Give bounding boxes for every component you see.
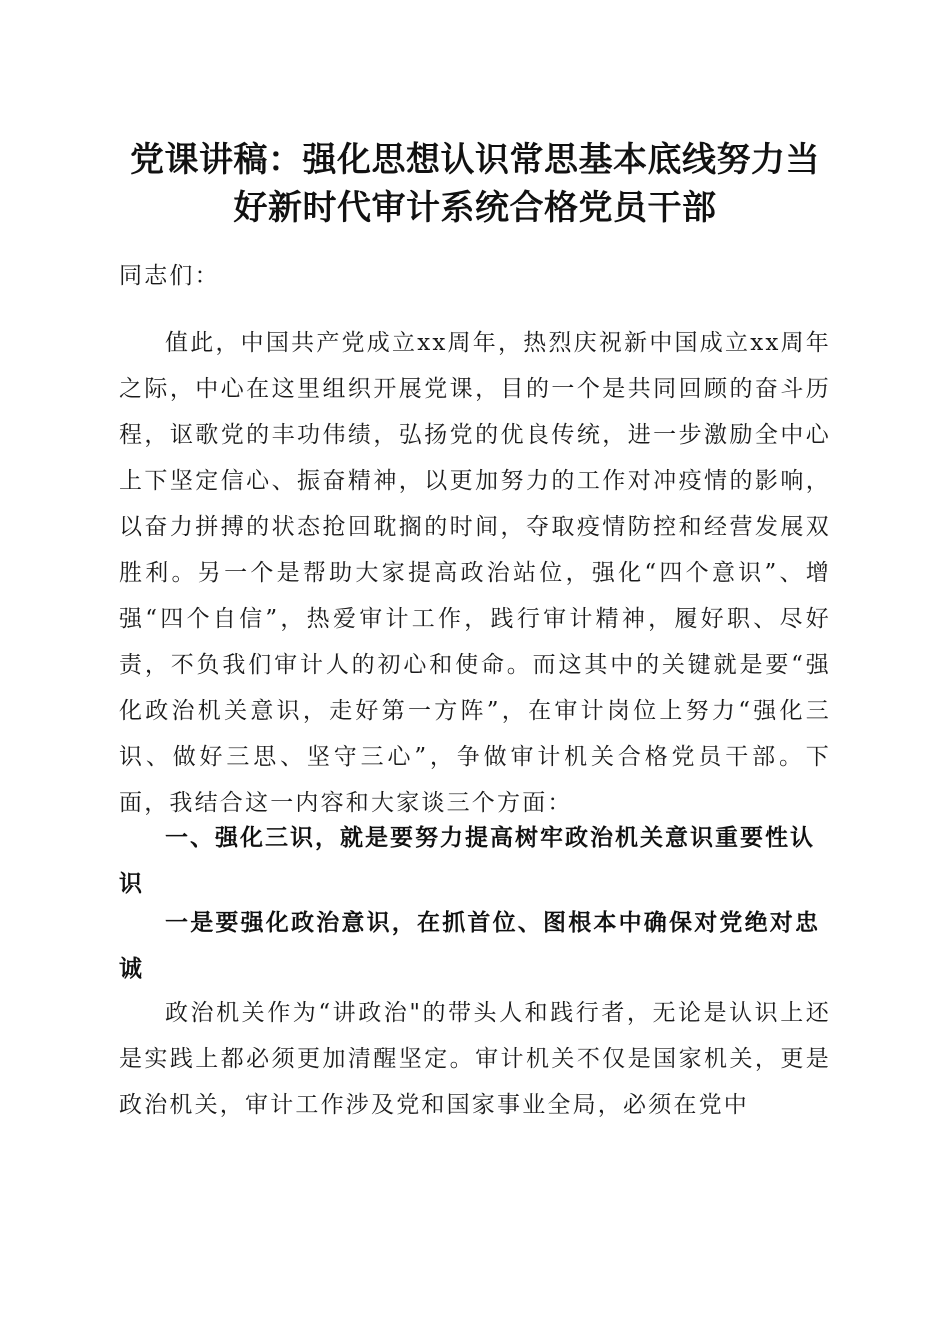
section-heading-1: 一、强化三识，就是要努力提高树牢政治机关意识重要性认识 <box>119 825 815 897</box>
paragraph-political-organ: 政治机关作为“讲政治"的带头人和践行者，无论是认识上还是实践上都必须更加清醒坚定。审计机关不仅是国家机关，更是政治机关，审计工作涉及党和国家事业全局，必须在党中 <box>119 1000 831 1118</box>
document-title <box>100 136 850 232</box>
title-line-1: 党课讲稿：强化思想认识常思基本底线努力当 <box>130 140 820 180</box>
paragraph-intro: 值此，中国共产党成立xx周年，热烈庆祝新中国成立xx周年之际，中心在这里组织开展党课，目的一个是共同回顾的奋斗历程，讴歌党的丰功伟绩，弘扬党的优良传统，进一步激励全中心上下坚定信心、振奋精神，以更加努力的工作对冲疫情的影响，以奋力拼搏的状态抢回耽搁的时间，夺取疫情防控和经营发展双胜利。另一个是帮助大家提高政治站位，强化“四个意识”、增强“四个自信”，热爱审计工作，践行审计精神，履好职、尽好责，不负我们审计人的初心和使命。而这其中的关键就是要“强化政治机关意识，走好第一方阵”，在审计岗位上努力“强化三识、做好三思、坚守三心”，争做审计机关合格党员干部。下面，我结合这一内容和大家谈三个方面： <box>119 330 831 816</box>
subsection-heading-1: 一是要强化政治意识，在抓首位、图根本中确保对党绝对忠诚 <box>119 909 821 982</box>
title-line-2: 好新时代审计系统合格党员干部 <box>233 188 717 228</box>
salutation: 同志们： <box>119 263 220 289</box>
